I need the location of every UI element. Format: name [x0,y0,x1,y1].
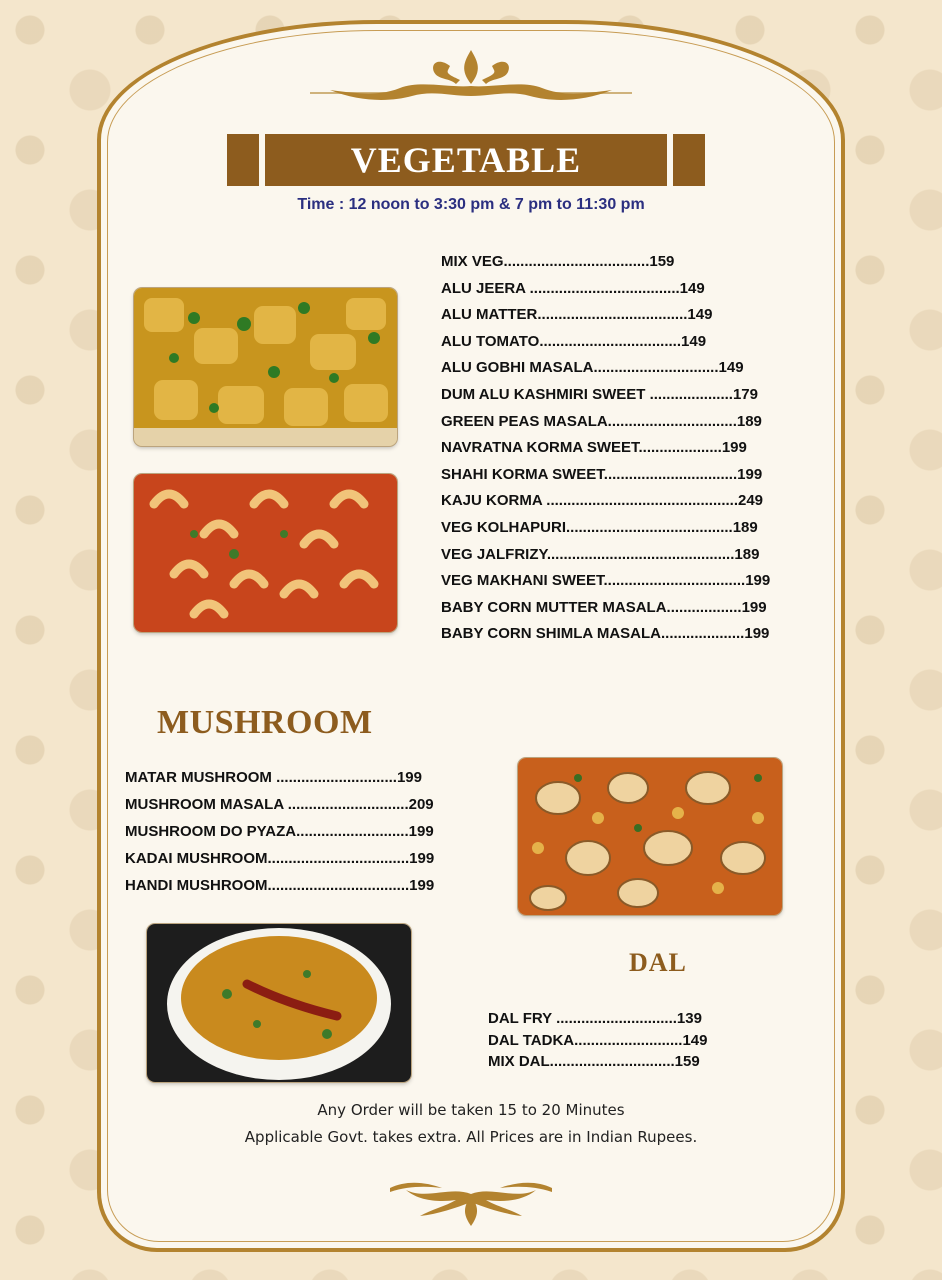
list-item: ALU GOBHI MASALA..............................149 [441,359,744,377]
dal-photo [147,924,411,1082]
alu-jeera-photo [134,288,397,446]
vegetable-menu-list [441,249,770,648]
footer-note-order-time: Any Order will be taken 15 to 20 Minutes [317,1101,625,1119]
list-item: KADAI MUSHROOM..................................199 [125,850,435,867]
list-item: VEG KOLHAPURI........................................189 [441,518,758,536]
list-item: ALU JEERA ....................................149 [441,279,705,297]
mushroom-menu-list [125,764,434,899]
footer-note-prices: Applicable Govt. takes extra. All Prices are in Indian Rupees. [244,1128,698,1146]
dal-menu-list [488,1008,708,1073]
list-item: DAL FRY .............................139 [488,1010,702,1027]
list-item: HANDI MUSHROOM..................................199 [125,877,435,894]
list-item: KAJU KORMA ..............................................249 [441,492,764,510]
list-item: MATAR MUSHROOM .............................199 [125,769,422,786]
service-time: Time : 12 noon to 3:30 pm & 7 pm to 11:30 pm [297,196,645,213]
page-title: VEGETABLE [350,140,582,180]
list-item: BABY CORN MUTTER MASALA..................199 [441,598,767,616]
list-item: NAVRATNA KORMA SWEET....................199 [441,439,747,457]
mushroom-section-title: MUSHROOM [157,704,373,741]
list-item: MUSHROOM DO PYAZA...........................199 [125,823,434,840]
kaju-korma-photo [134,474,397,632]
mushroom-curry-photo [518,758,782,915]
list-item: ALU MATTER....................................149 [441,306,713,324]
list-item: DAL TADKA..........................149 [488,1031,708,1049]
list-item: VEG JALFRIZY.............................................189 [441,545,760,563]
top-ornament-icon [300,44,642,114]
list-item: MUSHROOM MASALA .............................209 [125,796,434,813]
list-item: MIX DAL..............................159 [488,1053,700,1070]
dal-section-title: DAL [629,948,687,977]
list-item: ALU TOMATO..................................149 [441,332,707,350]
bottom-ornament-icon [386,1176,556,1232]
list-item: SHAHI KORMA SWEET................................199 [441,465,763,483]
title-banner [227,134,705,186]
title-plate [259,134,673,186]
list-item: GREEN PEAS MASALA...............................189 [441,412,762,430]
list-item: BABY CORN SHIMLA MASALA....................199 [441,625,770,643]
list-item: VEG MAKHANI SWEET..................................199 [441,572,771,590]
list-item: MIX VEG...................................159 [441,253,675,270]
list-item: DUM ALU KASHMIRI SWEET ....................179 [441,385,758,403]
